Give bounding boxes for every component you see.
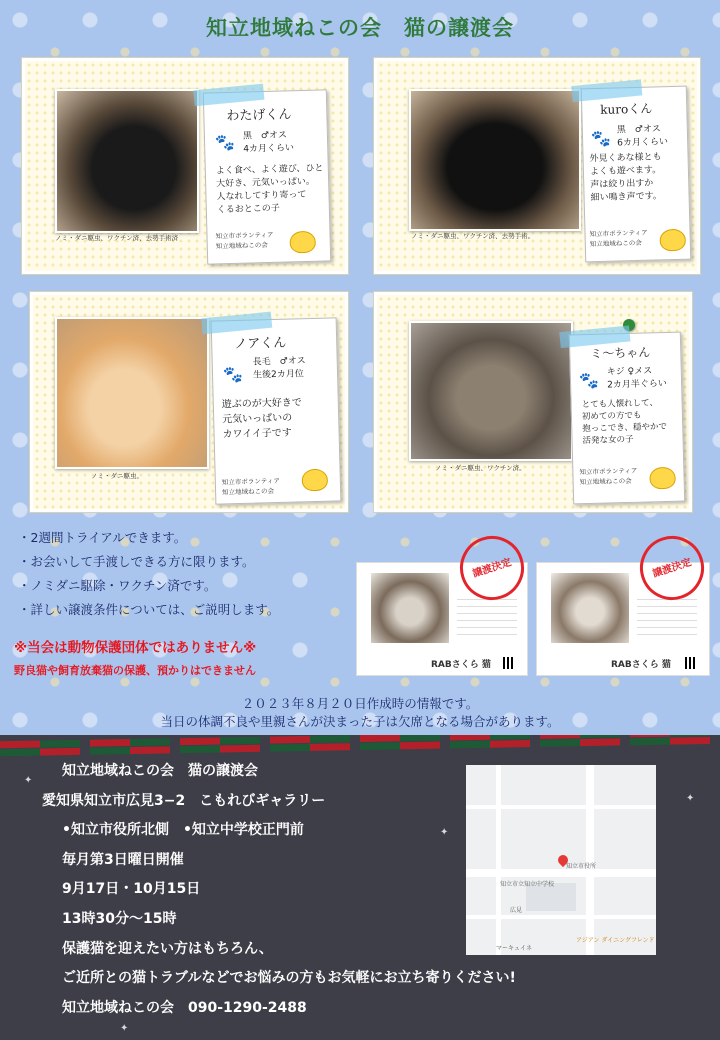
cat-name: わたげくん xyxy=(226,107,292,125)
cat-description xyxy=(222,395,303,442)
warning-not-rescue: ※当会は動物保護団体ではありません※ xyxy=(14,640,257,656)
cat-description xyxy=(589,151,662,205)
cat-info xyxy=(607,365,667,393)
desc-line: 人なれしてすり寄って xyxy=(216,189,307,203)
paw-icon: 🐾 xyxy=(222,364,244,385)
map-label: 広見 xyxy=(510,907,523,914)
condition-item: ・詳しい譲渡条件については、ご説明します。 xyxy=(18,602,280,617)
desc-line: 大好き、元気いっぱい。 xyxy=(216,176,315,190)
note-tape xyxy=(201,312,272,335)
stamp-text: 譲渡決定 xyxy=(651,557,693,580)
vol-line: 知立地域ねこの会 xyxy=(215,241,268,251)
event-schedule: 毎月第3日曜日開催 xyxy=(62,851,184,868)
conditions-list xyxy=(18,526,279,622)
volunteer-label xyxy=(589,228,647,250)
vol-line: 知立地域ねこの会 xyxy=(579,476,632,487)
desc-line: 活発な女の子 xyxy=(582,434,634,447)
cat-photo xyxy=(409,321,573,461)
desc-line: くるおとこの子 xyxy=(216,203,280,216)
map-label: 知立市役所 xyxy=(566,863,597,870)
cat-card-kuro xyxy=(374,58,700,274)
info-date: ２０２３年８月２０日作成時の情報です。 xyxy=(241,696,479,711)
event-address: 愛知県知立市広見3−2 こもれびギャラリー xyxy=(42,792,326,809)
event-invite-2: ご近所との猫トラブルなどでお悩みの方もお気軽にお立ち寄りください! xyxy=(62,970,516,987)
paw-icon: 🐾 xyxy=(578,370,600,391)
cat-note xyxy=(211,317,342,504)
cat-note xyxy=(203,89,331,264)
cat-caption: ノミ・ダニ駆虫、ワクチン済。 xyxy=(435,464,526,472)
cat-name: ミ～ちゃん xyxy=(590,345,651,361)
event-info-panel xyxy=(0,735,720,1040)
vol-line: 知立市ボランティア xyxy=(589,228,648,239)
cat-note xyxy=(569,332,685,505)
qr-icon xyxy=(685,657,697,669)
qr-icon xyxy=(503,657,515,669)
event-landmarks: •知立市役所北側 •知立中学校正門前 xyxy=(62,822,304,839)
vol-line: 知立地域ねこの会 xyxy=(589,238,642,249)
condition-item: ・ノミダニ駆除・ワクチン済です。 xyxy=(18,578,217,593)
location-map[interactable] xyxy=(466,765,656,955)
cat-photo xyxy=(371,573,449,643)
map-label: アジアン ダイニングフレンド xyxy=(576,937,655,944)
cat-photo xyxy=(55,317,209,469)
star-icon: ✦ xyxy=(120,1023,129,1034)
mascot-cat-icon xyxy=(659,229,686,252)
desc-line: よくも遊べます。 xyxy=(589,165,662,178)
cat-caption: ノミ・ダニ駆虫、ワクチン済、去勢手術。 xyxy=(411,232,535,240)
cat-card-noa xyxy=(30,292,348,512)
cat-name: kuroくん xyxy=(600,101,653,117)
volunteer-label xyxy=(222,476,280,498)
desc-line: 外見くあな様とも xyxy=(589,152,662,165)
vol-line: 知立市ボランティア xyxy=(579,466,638,477)
condition-item: ・2週間トライアルできます。 xyxy=(18,530,187,545)
brand-name: RABさくら xyxy=(431,660,479,670)
map-road xyxy=(586,765,594,955)
cat-info xyxy=(617,123,668,150)
cat-info xyxy=(253,355,307,382)
vol-line: 知立市ボランティア xyxy=(221,476,280,487)
cat-caption: ノミ・ダニ駆虫。 xyxy=(91,472,143,480)
vol-line: 知立地域ねこの会 xyxy=(222,487,275,497)
cat-info xyxy=(243,129,294,156)
cat-age: 4カ月くらい xyxy=(243,143,295,155)
event-dates: 9月17日・10月15日 xyxy=(62,881,201,898)
map-label: 知立市立知立中学校 xyxy=(500,881,555,888)
brand-name: RABさくら xyxy=(611,660,659,670)
mascot-cat-icon xyxy=(649,467,676,490)
paw-icon: 🐾 xyxy=(214,132,236,153)
cat-color-sex: 長毛 ♂オス xyxy=(252,356,306,368)
desc-line: 初めての方でも xyxy=(581,410,642,423)
condition-item: ・お会いして手渡しできる方に限ります。 xyxy=(18,554,255,569)
cat-card-mii xyxy=(374,292,692,512)
volunteer-label xyxy=(579,466,637,488)
warning-no-intake: 野良猫や飼育放棄猫の保護、預かりはできません xyxy=(14,664,256,677)
desc-line: 細い鳴き声です。 xyxy=(590,191,663,204)
desc-line: よく食べ、よく遊び、ひと xyxy=(215,163,324,177)
page-title: 知立地域ねこの会 猫の譲渡会 xyxy=(206,16,514,40)
cat-card-watage xyxy=(22,58,348,274)
map-road xyxy=(496,765,501,955)
cat-description xyxy=(216,163,325,218)
vol-line: 知立市ボランティア xyxy=(215,230,274,241)
cat-photo xyxy=(551,573,629,643)
desc-line: 声は絞り出すか xyxy=(590,178,654,191)
cat-caption: ノミ・ダニ駆虫、ワクチン済、去勢手術済 xyxy=(55,234,179,242)
cat-name: ノアくん xyxy=(234,335,287,353)
map-road xyxy=(466,869,656,877)
cat-photo xyxy=(409,89,581,231)
star-icon: ✦ xyxy=(24,775,33,786)
info-notice: 当日の体調不良や里親さんが決まった子は欠席となる場合があります。 xyxy=(160,714,560,729)
star-icon: ✦ xyxy=(440,827,449,838)
desc-line: とても人懐れして、 xyxy=(581,398,659,411)
cat-age: 6カ月くらい xyxy=(617,137,669,149)
cat-color-sex: 黒 ♂オス xyxy=(242,130,288,142)
mascot-cat-icon xyxy=(302,469,329,492)
event-title: 知立地域ねこの会 猫の譲渡会 xyxy=(62,763,258,779)
paw-icon: 🐾 xyxy=(590,128,612,149)
cat-color-sex: キジ ♀メス xyxy=(606,366,653,378)
map-road xyxy=(466,805,656,809)
brand-suffix: 猫 xyxy=(661,660,671,670)
event-contact: 知立地域ねこの会 090-1290-2488 xyxy=(62,999,307,1016)
cat-age: 生後2カ月位 xyxy=(252,369,304,381)
map-label: マーキュイネ xyxy=(496,945,532,952)
desc-line: 元気いっぱいの xyxy=(222,412,293,426)
cat-age: 2カ月半ぐらい xyxy=(607,378,667,391)
volunteer-label xyxy=(215,230,273,252)
cat-description xyxy=(581,397,667,447)
note-tape xyxy=(193,84,264,107)
cat-photo xyxy=(55,89,199,233)
brand-label xyxy=(431,657,491,670)
brand-label xyxy=(611,657,671,670)
desc-line: カワイイ子です xyxy=(222,427,292,441)
mascot-cat-icon xyxy=(289,231,316,254)
cat-note xyxy=(581,86,692,263)
cat-color-sex: 黒 ♂オス xyxy=(616,124,661,136)
event-details xyxy=(42,757,516,1023)
stamp-text: 譲渡決定 xyxy=(471,557,513,580)
note-tape xyxy=(571,79,642,102)
desc-line: 遊ぶのが大好きで xyxy=(221,397,302,411)
brand-suffix: 猫 xyxy=(481,660,491,670)
desc-line: 抱っこでき、穏やかで xyxy=(582,421,668,435)
map-road xyxy=(466,915,656,919)
event-invite-1: 保護猫を迎えたい方はもちろん、 xyxy=(62,940,273,957)
star-icon: ✦ xyxy=(686,793,695,804)
event-time: 13時30分〜15時 xyxy=(62,910,177,927)
